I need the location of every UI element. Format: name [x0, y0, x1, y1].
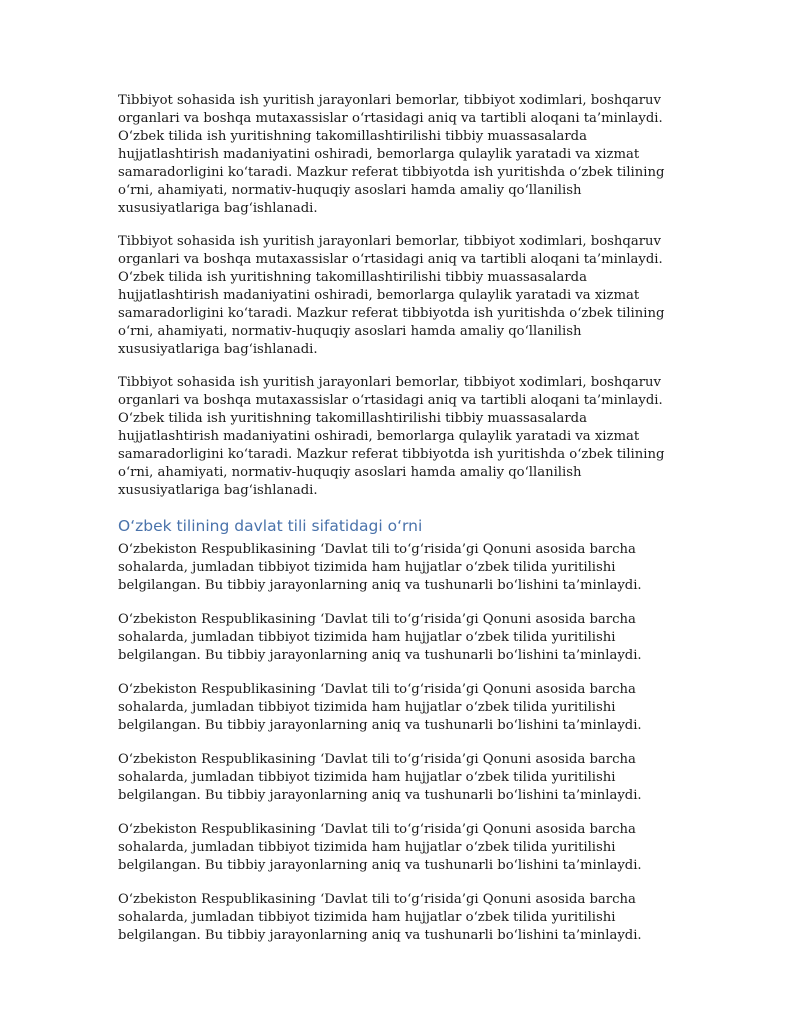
intro-paragraph-2: Tibbiyot sohasida ish yuritish jarayonlari bemorlar, tibbiyot xodimlari, boshqaruv organlari va boshqa mutaxassislar o‘rtasidagi aniq va tartibli aloqani ta’minlaydi. O‘zbek tilida ish yuritishning takomillashtirilishi tibbiy muassasalarda hujjatlashtirish madaniyatini oshiradi, bemorlarga qulaylik yaratadi va xizmat samaradorligini ko‘taradi. Mazkur referat tibbiyotda ish yuritishda o‘zbek tilining o‘rni, ahamiyati, normativ-huquqiy asoslari hamda amaliy qo‘llanilish xususiyatlariga bag‘ishlanadi.: [118, 234, 665, 357]
section-paragraph-1: O‘zbekiston Respublikasining ‘Davlat tili to‘g‘risida’gi Qonuni asosida barcha sohalarda, jumladan tibbiyot tizimida ham hujjatlar o‘zbek tilida yuritilishi belgilangan. Bu tibbiy jarayonlarning aniq va tushunarli bo‘lishini ta’minlaydi.: [118, 542, 642, 593]
section-heading: O‘zbek tilining davlat tili sifatidagi o‘rni: [118, 517, 423, 535]
section-paragraph-5: O‘zbekiston Respublikasining ‘Davlat tili to‘g‘risida’gi Qonuni asosida barcha sohalarda, jumladan tibbiyot tizimida ham hujjatlar o‘zbek tilida yuritilishi belgilangan. Bu tibbiy jarayonlarning aniq va tushunarli bo‘lishini ta’minlaydi.: [118, 822, 642, 873]
section-paragraph-2: O‘zbekiston Respublikasining ‘Davlat tili to‘g‘risida’gi Qonuni asosida barcha sohalarda, jumladan tibbiyot tizimida ham hujjatlar o‘zbek tilida yuritilishi belgilangan. Bu tibbiy jarayonlarning aniq va tushunarli bo‘lishini ta’minlaydi.: [118, 612, 642, 663]
section-paragraph-3: O‘zbekiston Respublikasining ‘Davlat tili to‘g‘risida’gi Qonuni asosida barcha sohalarda, jumladan tibbiyot tizimida ham hujjatlar o‘zbek tilida yuritilishi belgilangan. Bu tibbiy jarayonlarning aniq va tushunarli bo‘lishini ta’minlaydi.: [118, 682, 642, 733]
section-paragraph-4: O‘zbekiston Respublikasining ‘Davlat tili to‘g‘risida’gi Qonuni asosida barcha sohalarda, jumladan tibbiyot tizimida ham hujjatlar o‘zbek tilida yuritilishi belgilangan. Bu tibbiy jarayonlarning aniq va tushunarli bo‘lishini ta’minlaydi.: [118, 752, 642, 803]
intro-paragraph-1: Tibbiyot sohasida ish yuritish jarayonlari bemorlar, tibbiyot xodimlari, boshqaruv organlari va boshqa mutaxassislar o‘rtasidagi aniq va tartibli aloqani ta’minlaydi. O‘zbek tilida ish yuritishning takomillashtirilishi tibbiy muassasalarda hujjatlashtirish madaniyatini oshiradi, bemorlarga qulaylik yaratadi va xizmat samaradorligini ko‘taradi. Mazkur referat tibbiyotda ish yuritishda o‘zbek tilining o‘rni, ahamiyati, normativ-huquqiy asoslari hamda amaliy qo‘llanilish xususiyatlariga bag‘ishlanadi.: [118, 93, 665, 216]
section-paragraph-6: O‘zbekiston Respublikasining ‘Davlat tili to‘g‘risida’gi Qonuni asosida barcha sohalarda, jumladan tibbiyot tizimida ham hujjatlar o‘zbek tilida yuritilishi belgilangan. Bu tibbiy jarayonlarning aniq va tushunarli bo‘lishini ta’minlaydi.: [118, 892, 642, 943]
intro-paragraph-3: Tibbiyot sohasida ish yuritish jarayonlari bemorlar, tibbiyot xodimlari, boshqaruv organlari va boshqa mutaxassislar o‘rtasidagi aniq va tartibli aloqani ta’minlaydi. O‘zbek tilida ish yuritishning takomillashtirilishi tibbiy muassasalarda hujjatlashtirish madaniyatini oshiradi, bemorlarga qulaylik yaratadi va xizmat samaradorligini ko‘taradi. Mazkur referat tibbiyotda ish yuritishda o‘zbek tilining o‘rni, ahamiyati, normativ-huquqiy asoslari hamda amaliy qo‘llanilish xususiyatlariga bag‘ishlanadi.: [118, 375, 665, 498]
document-body: [118, 92, 680, 961]
